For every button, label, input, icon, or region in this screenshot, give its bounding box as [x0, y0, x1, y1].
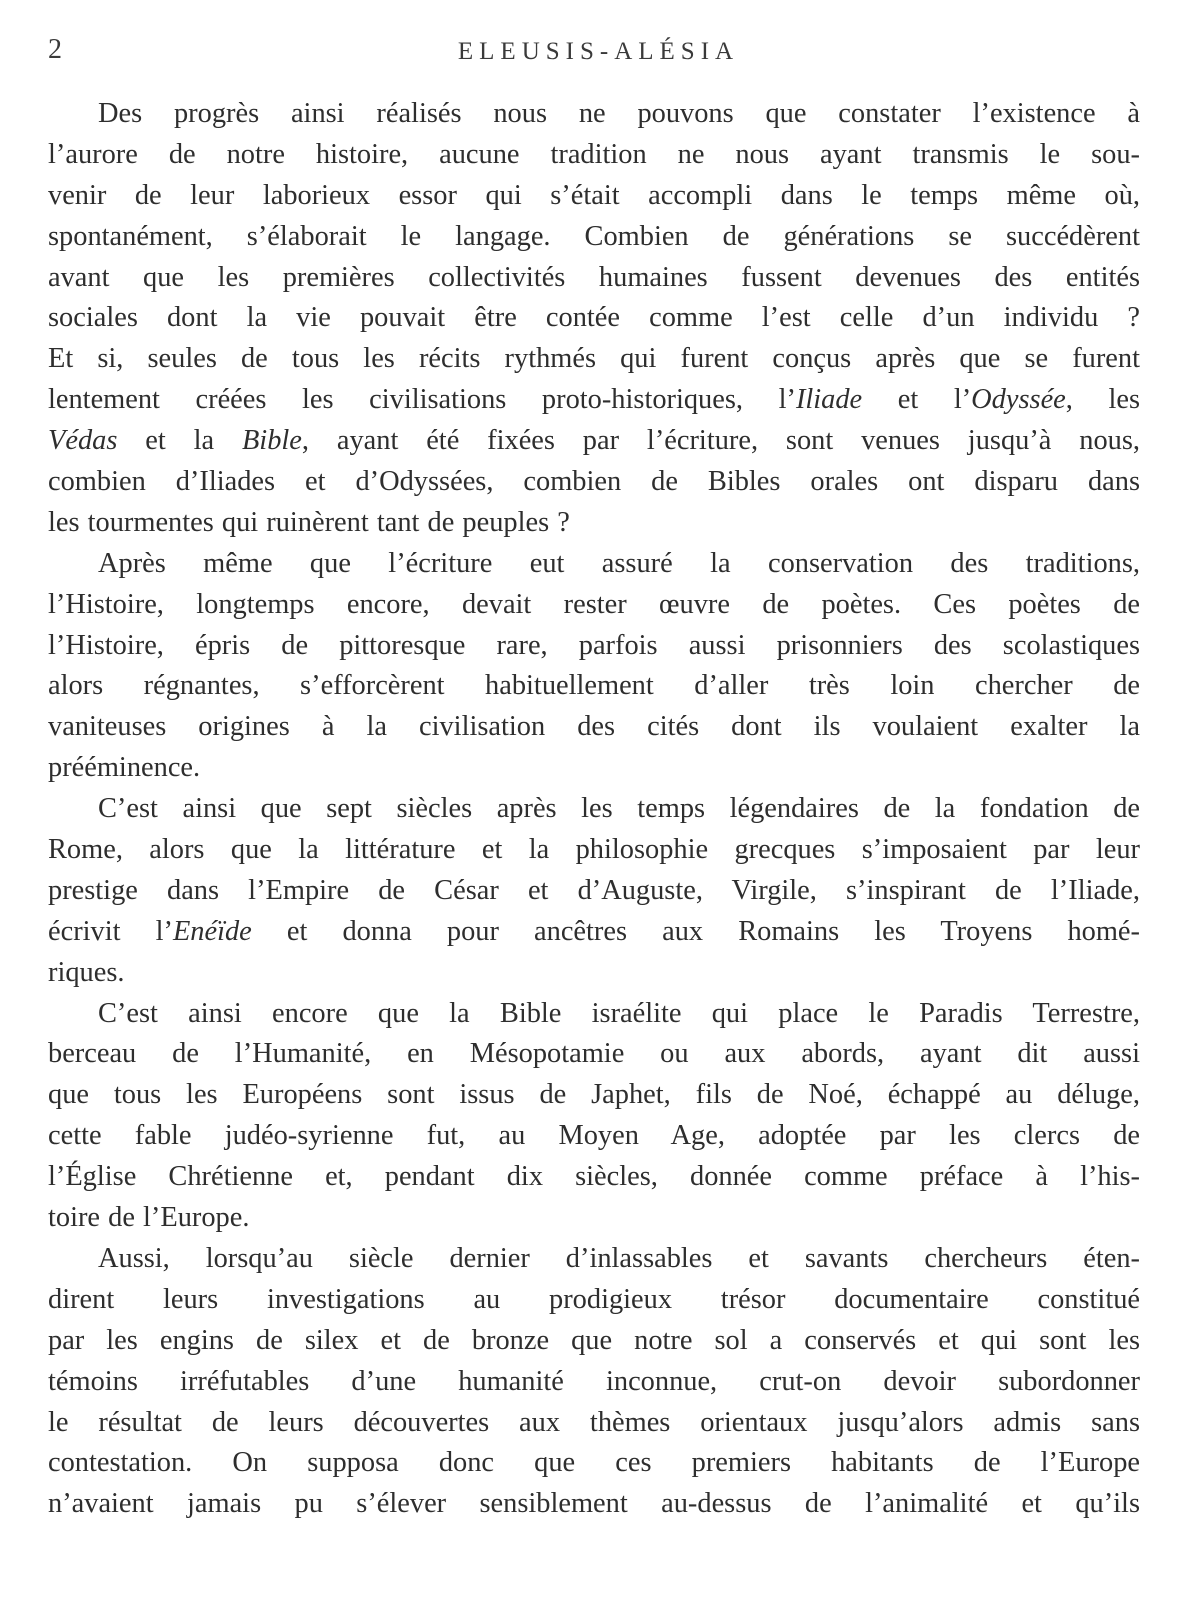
text-line: [48, 421, 1140, 462]
paragraph-4: [48, 994, 1140, 1239]
text-line: C’est ainsi encore que la Bible israélite qui place le Paradis Terrestre,: [98, 997, 1140, 1029]
text-line: par les engins de silex et de bronze que notre sol a conservés et qui sont les: [48, 1324, 1140, 1356]
title-iliade: Iliade: [795, 384, 863, 416]
text-run: , les: [1065, 384, 1140, 416]
text-line: avant que les premières collectivités humaines fussent devenues des entités: [48, 261, 1140, 293]
text-line: alors régnantes, s’efforcèrent habituellement d’aller très loin chercher de: [48, 670, 1140, 702]
text-run: écrivit l’: [48, 915, 173, 947]
text-line: Après même que l’écriture eut assuré la conservation des traditions,: [98, 547, 1140, 579]
paragraph-5: [48, 1239, 1140, 1525]
text-line: cette fable judéo-syrienne fut, au Moyen Age, adoptée par les clercs de: [48, 1120, 1140, 1152]
running-title: ELEUSIS-ALÉSIA: [457, 38, 740, 65]
text-line: sociales dont la vie pouvait être contée comme l’est celle d’un individu ?: [48, 302, 1140, 334]
text-line: que tous les Européens sont issus de Japhet, fils de Noé, échappé au déluge,: [48, 1079, 1140, 1111]
text-run: et la: [117, 425, 242, 457]
text-line: [48, 380, 1140, 421]
text-line: vaniteuses origines à la civilisation des cités dont ils voulaient exalter la: [48, 711, 1140, 743]
text-line: les tourmentes qui ruinèrent tant de peuples ?: [48, 506, 570, 538]
text-run: , ayant été fixées par l’écriture, sont venues jusqu’à nous,: [301, 425, 1140, 457]
paragraph-2: [48, 544, 1140, 789]
text-line: l’Histoire, longtemps encore, devait rester œuvre de poètes. Ces poètes de: [48, 588, 1140, 620]
text-line: Des progrès ainsi réalisés nous ne pouvons que constater l’existence à: [98, 98, 1140, 129]
paragraph-1: [48, 94, 1140, 544]
text-line: dirent leurs investigations au prodigieux trésor documentaire constitué: [48, 1283, 1140, 1315]
text-line: C’est ainsi que sept siècles après les temps légendaires de la fondation de: [98, 793, 1140, 825]
text-line: n’avaient jamais pu s’élever sensiblement au-dessus de l’animalité et qu’ils: [48, 1488, 1140, 1520]
text-line: témoins irréfutables d’une humanité inconnue, crut-on devoir subordonner: [48, 1365, 1140, 1397]
text-run: lentement créées les civilisations proto-historiques, l’: [48, 384, 796, 416]
text-line: l’Église Chrétienne et, pendant dix siècles, donnée comme préface à l’his-: [48, 1161, 1140, 1193]
text-line: berceau de l’Humanité, en Mésopotamie ou aux abords, ayant dit aussi: [48, 1038, 1140, 1070]
text-line: Aussi, lorsqu’au siècle dernier d’inlassables et savants chercheurs éten-: [98, 1242, 1140, 1274]
title-bible: Bible: [241, 425, 302, 457]
text-line: prééminence.: [48, 752, 201, 784]
body-text: [48, 94, 1140, 1525]
text-line: Et si, seules de tous les récits rythmés qui furent conçus après que se furent: [48, 343, 1140, 375]
title-vedas: Védas: [48, 425, 118, 457]
text-line: l’aurore de notre histoire, aucune tradition ne nous ayant transmis le sou-: [48, 138, 1140, 170]
text-line: combien d’Iliades et d’Odyssées, combien de Bibles orales ont disparu dans: [48, 466, 1140, 498]
text-line: riques.: [48, 956, 125, 988]
text-line: Rome, alors que la littérature et la philosophie grecques s’imposaient par leur: [48, 834, 1140, 866]
text-line: contestation. On supposa donc que ces premiers habitants de l’Europe: [48, 1447, 1140, 1479]
text-line: [48, 912, 1140, 953]
text-line: le résultat de leurs découvertes aux thèmes orientaux jusqu’alors admis sans: [48, 1406, 1140, 1438]
text-line: prestige dans l’Empire de César et d’Auguste, Virgile, s’inspirant de l’Iliade,: [48, 874, 1140, 906]
text-run: et l’: [862, 384, 972, 416]
text-line: toire de l’Europe.: [48, 1202, 250, 1234]
title-eneide: Enéïde: [172, 915, 252, 947]
page-number: 2: [48, 34, 62, 65]
text-run: et donna pour ancêtres aux Romains les Troyens homé-: [251, 915, 1140, 947]
text-line: venir de leur laborieux essor qui s’était accompli dans le temps même où,: [48, 179, 1140, 211]
text-line: l’Histoire, épris de pittoresque rare, parfois aussi prisonniers des scolastiques: [48, 629, 1140, 661]
paragraph-3: [48, 789, 1140, 993]
text-line: spontanément, s’élaborait le langage. Combien de générations se succédèrent: [48, 220, 1140, 252]
title-odyssee: Odyssée: [971, 384, 1066, 416]
